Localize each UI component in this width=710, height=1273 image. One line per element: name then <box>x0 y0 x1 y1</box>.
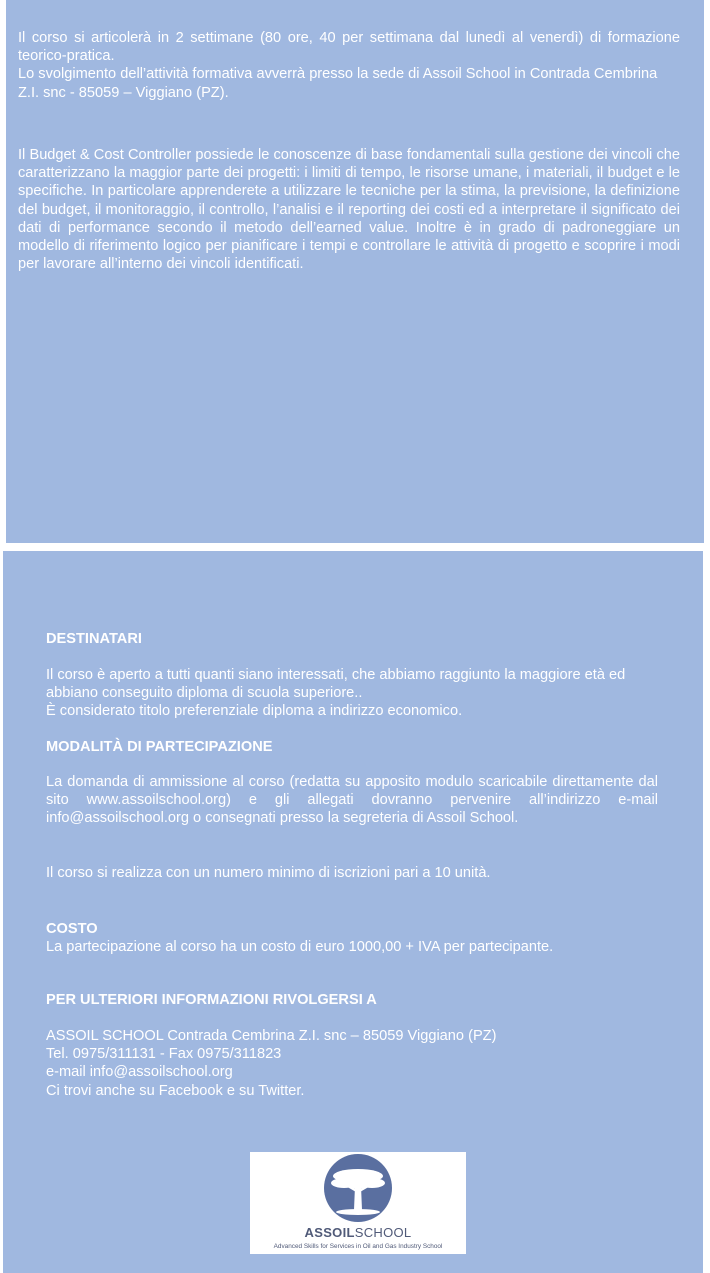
intro-duration-text: Il corso si articolerà in 2 settimane (80 ore, 40 per settimana dal lunedì al venerdì) di formazione teorico-pratica. <box>18 30 680 65</box>
logo-tagline: Advanced Skills for Services in Oil and Gas Industry School <box>273 1243 443 1250</box>
intro-location-text: Lo svolgimento dell’attività formativa avverrà presso la sede di Assoil School in Contrada Cembrina Z.I. snc - 85059 – Viggiano (PZ). <box>18 66 658 101</box>
destinatari-text: Il corso è aperto a tutti quanti siano interessati, che abbiamo raggiunto la maggiore età ed abbiano conseguito diploma di scuola superiore.. <box>46 667 626 702</box>
costo-text: La partecipazione al corso ha un costo di euro 1000,00 + IVA per partecipante. <box>46 939 554 955</box>
destinatari-heading: DESTINATARI <box>46 631 142 647</box>
assoil-school-logo <box>250 1152 466 1254</box>
budget-section <box>18 146 680 273</box>
destinatari-body <box>46 666 658 721</box>
logo-name-regular: SCHOOL <box>354 1225 412 1240</box>
contatti-body <box>46 1027 658 1100</box>
contatti-heading: PER ULTERIORI INFORMAZIONI RIVOLGERSI A <box>46 992 377 1008</box>
costo-section <box>46 920 658 956</box>
costo-heading: COSTO <box>46 921 98 937</box>
contatti-phone: Tel. 0975/311131 - Fax 0975/311823 <box>46 1046 282 1063</box>
modalita-body <box>46 773 658 828</box>
modalita-text: La domanda di ammissione al corso (redatta su apposito modulo scaricabile direttamente dal sito www.assoilschool.org) e gli allegati dovranno pervenire all’indirizzo e-mail info@assoilschool.org o consegnati presso la segreteria di Assoil School. <box>46 774 658 827</box>
intro-section <box>18 29 680 102</box>
modalita-heading: MODALITÀ DI PARTECIPAZIONE <box>46 739 273 755</box>
destinatari-section <box>46 630 658 648</box>
contatti-address: ASSOIL SCHOOL Contrada Cembrina Z.I. snc – 85059 Viggiano (PZ) <box>46 1028 497 1044</box>
logo-name-bold: ASSOIL <box>304 1225 355 1240</box>
destinatari-preferenziale: È considerato titolo preferenziale diploma a indirizzo economico. <box>46 703 463 720</box>
logo-wordmark <box>250 1225 466 1240</box>
contatti-email: e-mail info@assoilschool.org <box>46 1064 233 1081</box>
minimo-iscrizioni <box>46 864 658 882</box>
budget-description: Il Budget & Cost Controller possiede le conoscenze di base fondamentali sulla gestione dei vincoli che caratterizzano la maggior parte dei progetti: i limiti di tempo, le risorse umane, i materiali, il budget e le specifiche. In particolare apprenderete a utilizzare le tecniche per la stima, la previsione, la definizione del budget, il monitoraggio, il controllo, l’analisi e il reporting dei costi ed a interpretare il significato dei dati di performance secondo il metodo dell’earned value. Inoltre è in grado di padroneggiare un modello di riferimento logico per pianificare i tempi e controllare le attività di progetto e scoprire i modi per lavorare all’interno dei vincoli identificati. <box>18 147 680 273</box>
contatti-section <box>46 991 658 1009</box>
minimo-text: Il corso si realizza con un numero minimo di iscrizioni pari a 10 unità. <box>46 865 491 881</box>
modalita-section <box>46 738 658 756</box>
contatti-social: Ci trovi anche su Facebook e su Twitter. <box>46 1082 305 1099</box>
